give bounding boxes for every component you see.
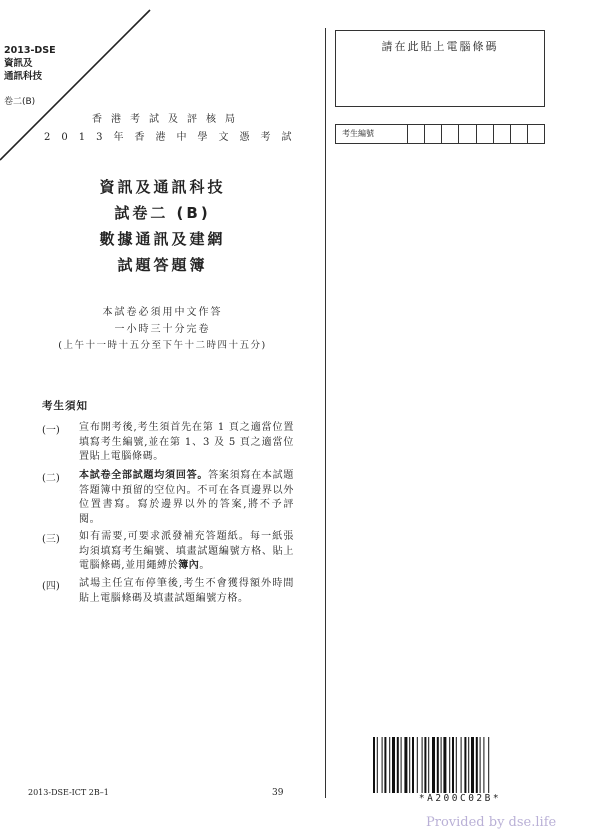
note-text bbox=[79, 530, 294, 574]
candidate-number-label: 考生編號 bbox=[336, 125, 408, 143]
corner-tag-paper: 卷二(B) bbox=[4, 97, 36, 107]
note-text-body: 試場主任宣布停筆後,考生不會獲得額外時間貼上電腦條碼及填畫試題編號方格。 bbox=[79, 578, 294, 604]
margin-divider-line bbox=[325, 28, 326, 798]
barcode-text: *A200C02B* bbox=[418, 793, 502, 804]
candidate-number-cell[interactable] bbox=[425, 125, 442, 143]
notes-heading: 考生須知 bbox=[42, 400, 88, 412]
watermark-text: Provided by dse.life bbox=[426, 815, 557, 830]
title-booklet: 試題答題簿 bbox=[117, 256, 208, 274]
instruction-time: (上午十一時十五分至下午十二時四十五分) bbox=[58, 340, 267, 351]
note-text-body: 答案須寫在本試題答題簿中預留的空位內。不可在各頁邊界以外位置書寫。寫於邊界以外的答案,將不予評閱。 bbox=[79, 470, 294, 525]
corner-tag-subject-1: 資訊及 bbox=[4, 58, 33, 69]
exam-name: 2013年香港中學文憑考試 bbox=[44, 132, 303, 143]
corner-tag-subject-2: 通訊科技 bbox=[4, 71, 43, 82]
instruction-duration: 一小時三十分完卷 bbox=[114, 324, 211, 335]
corner-tag-year: 2013-DSE bbox=[4, 45, 56, 56]
candidate-number-cell[interactable] bbox=[477, 125, 494, 143]
barcode-image bbox=[373, 737, 547, 793]
note-number: (四) bbox=[42, 581, 60, 592]
candidate-number-cell[interactable] bbox=[408, 125, 425, 143]
candidate-number-cell[interactable] bbox=[442, 125, 459, 143]
candidate-number-row bbox=[335, 124, 545, 144]
note-text bbox=[79, 469, 294, 527]
instruction-language: 本試卷必須用中文作答 bbox=[102, 307, 223, 318]
barcode-sticker-box bbox=[335, 30, 545, 107]
corner-diagonal-line bbox=[0, 0, 160, 170]
candidate-number-cell[interactable] bbox=[528, 125, 544, 143]
footer-paper-code: 2013-DSE-ICT 2B–1 bbox=[28, 788, 109, 797]
note-text-bold: 本試卷全部試題均須回答。 bbox=[79, 470, 209, 481]
note-text bbox=[79, 577, 294, 606]
footer-page-number: 39 bbox=[272, 788, 284, 798]
title-subject: 資訊及通訊科技 bbox=[99, 178, 226, 196]
candidate-number-cell[interactable] bbox=[511, 125, 528, 143]
title-module: 數據通訊及建網 bbox=[99, 230, 226, 248]
note-text-body: 宣布開考後,考生須首先在第 1 頁之適當位置填寫考生編號,並在第 1、3 及 5 頁之適當位置貼上電腦條碼。 bbox=[79, 422, 294, 462]
title-paper: 試卷二 (B) bbox=[114, 204, 211, 222]
note-text-body: 如有需要,可要求派發補充答題紙。每一紙張均須填寫考生編號、填畫試題編號方格、貼上電腦條碼,並用繩縛於 bbox=[79, 531, 294, 571]
barcode-sticker-label: 請在此貼上電腦條碼 bbox=[381, 40, 499, 53]
note-number: (二) bbox=[42, 473, 60, 484]
candidate-number-cell[interactable] bbox=[494, 125, 511, 143]
note-number: (一) bbox=[42, 425, 60, 436]
note-text-end: 。 bbox=[199, 560, 210, 571]
note-text-bold: 簿內 bbox=[178, 560, 200, 571]
candidate-number-cell[interactable] bbox=[459, 125, 476, 143]
note-number: (三) bbox=[42, 534, 60, 545]
note-text bbox=[79, 421, 294, 465]
org-name: 香港考試及評核局 bbox=[92, 114, 244, 125]
